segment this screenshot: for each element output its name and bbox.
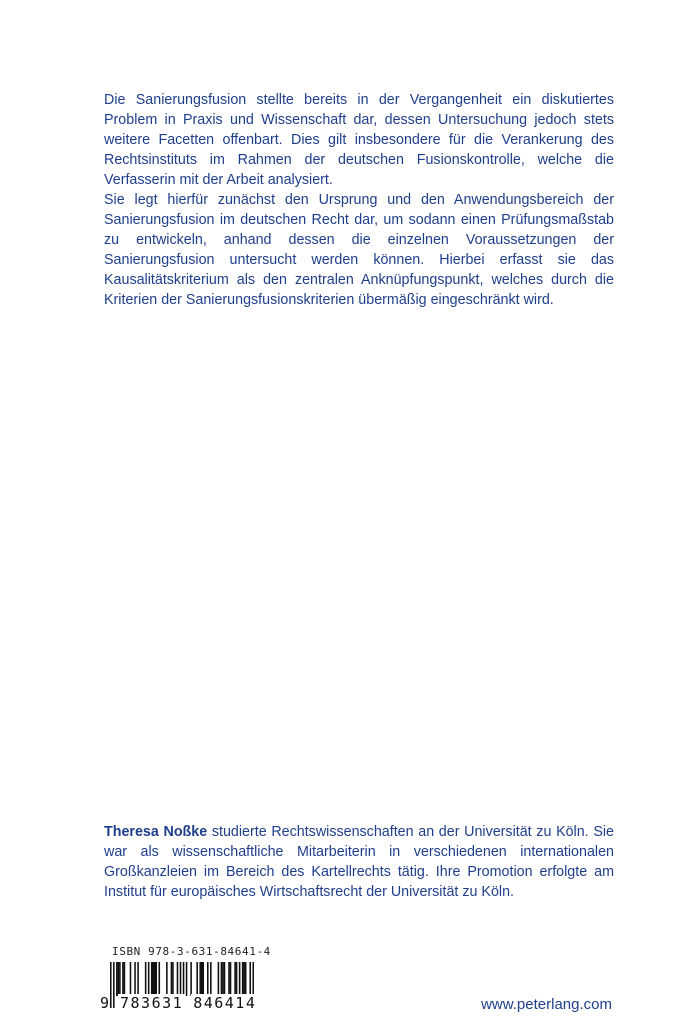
barcode-bar xyxy=(243,962,245,996)
barcode-bar xyxy=(122,962,124,996)
author-bio-text: studierte Rechtswissenschaften an der Universität zu Köln. Sie war als wissenschaftliche Mitarbeiterin in verschiedenen internationalen Großkanzleien im Bereich des Kartellrechts tätig. Ihre Promotion erfolgte am Institut für europäisches Wirtschaftsrecht der Universität zu Köln. xyxy=(104,824,614,900)
barcode-digit-first: 9 xyxy=(100,994,110,1012)
back-cover-blurb xyxy=(104,90,614,310)
blurb-paragraph-1: Die Sanierungsfusion stellte bereits in der Vergangenheit ein diskutiertes Problem in Praxis und Wissenschaft dar, dessen Untersuchung jedoch stets weitere Facetten offenbart. Dies gilt insbesondere für die Verankerung des Rechtsinstituts im Rahmen der deutschen Fusionskontrolle, welche die Verfasserin mit der Arbeit analysiert. xyxy=(104,92,614,188)
barcode-digits-left: 783631 xyxy=(120,994,184,1012)
barcode-bar xyxy=(130,962,132,996)
barcode-bar xyxy=(155,962,157,996)
barcode-bar xyxy=(116,962,118,996)
barcode-bar xyxy=(119,962,121,996)
barcode-digits-right: 846414 xyxy=(193,994,257,1012)
barcode-bar xyxy=(239,962,241,996)
author-name: Theresa Noßke xyxy=(104,824,208,840)
barcode-bar xyxy=(242,962,244,996)
barcode-bar xyxy=(230,962,232,996)
barcode-bar xyxy=(245,962,247,996)
barcode-bar xyxy=(152,962,154,996)
barcode-bar xyxy=(202,962,204,996)
barcode-bar xyxy=(124,962,126,996)
barcode-bar xyxy=(186,962,188,996)
barcode-bar xyxy=(137,962,139,996)
barcode-bar xyxy=(210,962,212,996)
barcode-bar xyxy=(224,962,226,996)
barcode-bar xyxy=(145,962,147,996)
barcode-bar xyxy=(196,962,198,996)
barcode-bar xyxy=(118,962,120,996)
barcode-bar xyxy=(199,962,201,996)
barcode-bar xyxy=(177,962,179,996)
blurb-paragraph-2: Sie legt hierfür zunächst den Ursprung und den Anwendungsbereich der Sanierungsfusion im deutschen Recht dar, um sodann einen Prüfungsmaßstab zu entwickeln, anhand dessen die einzelnen Voraussetzungen der Sanierungsfusion untersucht werden können. Hierbei erfasst sie das Kausalitätskriterium als den zentralen Anknüpfungspunkt, welches durch die Kriterien der Sanierungsfusionskriterien übermäßig eingeschränkt wird. xyxy=(104,192,614,308)
barcode-bar xyxy=(190,962,192,996)
barcode-bar xyxy=(221,962,223,996)
barcode-bar xyxy=(166,962,168,996)
barcode-bar xyxy=(207,962,209,996)
barcode-digits xyxy=(100,994,260,1012)
barcode-bar xyxy=(151,962,153,996)
barcode-bar xyxy=(218,962,220,996)
barcode-bar xyxy=(171,962,173,996)
isbn-label: ISBN 978-3-631-84641-4 xyxy=(112,945,271,958)
barcode-bar xyxy=(159,962,161,996)
barcode-bar xyxy=(154,962,156,996)
barcode-bar xyxy=(134,962,136,996)
barcode-bar xyxy=(201,962,203,996)
barcode-bar xyxy=(234,962,236,996)
barcode-bar xyxy=(222,962,224,996)
barcode-bar xyxy=(236,962,238,996)
barcode-bar xyxy=(172,962,174,996)
barcode-bar xyxy=(148,962,150,996)
barcode-bar xyxy=(228,962,230,996)
publisher-url[interactable]: www.peterlang.com xyxy=(481,996,612,1013)
author-bio xyxy=(104,822,614,902)
